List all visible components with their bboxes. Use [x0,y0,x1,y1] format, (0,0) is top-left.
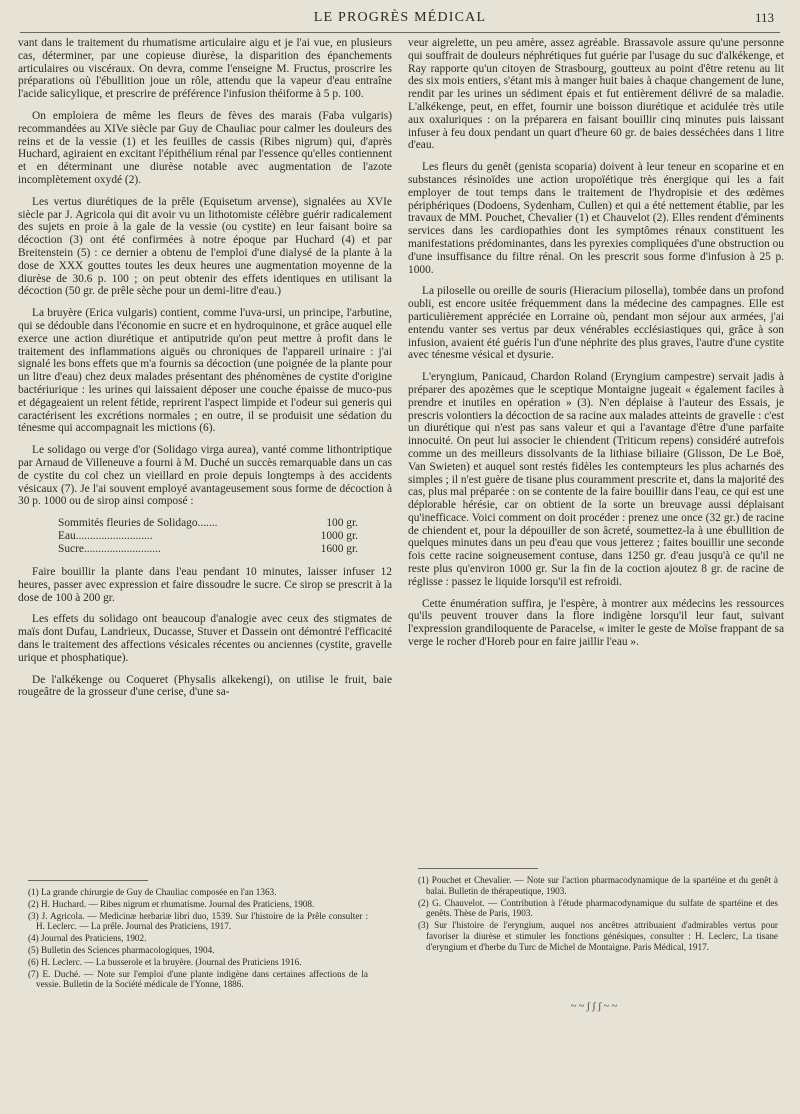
paragraph-solidago: Le solidago ou verge d'or (Solidago virga aurea), vanté comme lithontriptique par Arnaud de Villeneuve a fourni à M. Duché un succès remarquable dans un cas de cystite du col chez un vieillard en proie depuis longtemps à des accidents vésicaux (7). Je l'ai souvent employé avantageusement sous forme de décoction à 30 p. 1000 ou de sirop ainsi composé : [18,444,392,508]
footnote: (1) Pouchet et Chevalier. — Note sur l'action pharmacodynamique de la spartéine et du genêt à balai. Bulletin de thérapeutique, 1903. [418,875,778,896]
footnote: (6) H. Leclerc. — La busserole et la bruyère. (Journal des Praticiens 1916. [28,956,302,967]
footnote: (2) G. Chauvelot. — Contribution à l'étude pharmacodynamique du sulfate de spartéine et des genêts. Thèse de Paris, 1903. [418,897,778,919]
paragraph-prele: Les vertus diurétiques de la prêle (Equisetum arvense), signalées au XVIe siècle par J. Agricola qui dit avoir vu un lithotomiste célèbre guérir radicalement des sujets en proie à la gale de la vessie (ou cystite) en leur faisant boire sa décoction (3) ont été confirmées à notre époque par Huchard (4) et par Breitenstein (5) : ce dernier a obtenu de l'emploi d'une dialysé de la plante à la dose de XXX gouttes toutes les deux heures une augmentation moyenne de la diurèse de 30.6 p. 100 ; on peut obtenir des effets identiques en utilisant la décoction (50 gr. de prêle sèche pour un demi-litre d'eau.) [18,195,392,298]
footnote: (7) E. Duché. — Note sur l'emploi d'une plante indigène dans certaines affections de la vessie. Bulletin de la Société médicale de l'Yonne, 1886. [28,968,368,990]
paragraph-genet: Les fleurs du genêt (genista scoparia) doivent à leur teneur en scoparine et en substances résinoïdes une action uropoïétique très énergique qui les a fait employer de tout temps dans le traitement de l'hydropisie et des œdèmes périphériques (Dodoens, Sydenham, Cullen) et qui a été nettement établie, par les travaux de MM. Pouchet, Chevalier (1) et Chauvelot (2). Elles rendent d'éminents services dans les cardiopathies dont les symptômes rénaux constituent les manifestations prédominantes, dans les pyrexies compliquées d'une obstruction ou d'une insuffisance du filtre rénal. On les prescrit sous forme d'infusion à 25 p. 1000. [408,161,784,276]
paragraph-alkekenge: De l'alkékenge ou Coqueret (Physalis alkekengi), on utilise le fruit, baie rougeâtre de la grosseur d'une cerise, d'une sa- [18,673,392,699]
paragraph-piloselle: La piloselle ou oreille de souris (Hieracium pilosella), tombée dans un profond oubli, est encore usitée fréquemment dans la médecine des campagnes. Elle est particulièrement appréciée en Lorraine où, pendant mon séjour aux armées, j'ai entendu vanter ses vertus par deux vénérables ecclésiastiques qui, grâce à son infusion, avaient été guéris l'un d'une néphrite des plus graves, l'autre d'une cystite avec ténesme vésical et dysurie. [408,285,784,362]
journal-title: LE PROGRÈS MÉDICAL [313,10,487,25]
page-header [20,10,780,33]
recipe-row [58,530,358,543]
footnotes-left [28,887,368,991]
syrup-recipe [58,517,392,556]
footnote: (3) J. Agricola. — Medicinæ herbariæ libri duo, 1539. Sur l'histoire de la Prêle consulter : H. Leclerc. — La prêle. Journal des Praticiens, 1917. [28,910,368,932]
footnote-rule-left [28,880,148,881]
recipe-row [58,517,358,530]
end-ornament: ~~ʃʃʃ~~ [570,1000,620,1012]
footnote: (4) Journal des Praticiens, 1902. [28,933,147,944]
recipe-quantity: 1000 gr. [320,530,358,543]
page-number: 113 [754,10,774,25]
recipe-quantity: 100 gr. [326,517,358,530]
paragraph-bruyere: La bruyère (Erica vulgaris) contient, comme l'uva-ursi, un principe, l'arbutine, qui se dédouble dans l'économie en sucre et en hydroquinone, et grâce auquel elle exerce une action diurétique et antiputride qu'on peut mettre à profit dans le traitement des inflammations aiguës ou chroniques de l'appareil urinaire : j'ai signalé les bons effets que m'a fournis sa décoction (une poignée de la plante pour un litre d'eau) chez deux malades présentant des phénomènes de cystite d'origine bactériurique : les urines qui laissaient déposer une couche épaisse de muco-pus et dégageaient un relent fétide, reprirent l'aspect limpide et l'odeur sui generis qui caractérisent les excrétions normales ; en outre, il se produisit une sédation du ténesme qui accompagnait les mictions (6). [18,307,392,435]
paragraph-eryngium: L'eryngium, Panicaud, Chardon Roland (Eryngium campestre) servait jadis à préparer des apozèmes que le sceptique Montaigne jugeait « également faciles à prendre et inutiles en opération » (3). N'en déplaise à l'auteur des Essais, je prescris volontiers la décoction de sa racine aux malades atteints de gravelle : c'est un diurétique qui n'est pas sans valeur et qui a l'avantage d'être d'une parfaite innocuité. On peut lui associer le chiendent (Triticum repens) considéré autrefois comme un des meilleurs dissolvants de la lithiase biliaire (Glisson, De Le Boë, Van Swieten) et auquel sont restés fidèles les contempteurs les plus acharnés des simples ; il n'est guère de tisane plus couramment prescrite et, dans la majorité des cas, plus mal préparée : on se contente de la faire bouillir dans l'eau, ce qui est une déplorable hérésie, car on obtient de la sorte un breuvage aussi déplaisant qu'inefficace. Voici comment on doit procéder : prenez une once (32 gr.) de racine de chiendent et, pour la dépouiller de son âcreté, soumettez-la à une ébullition de quelques minutes dans un peu d'eau que vous jetterez ; faites bouillir une seconde fois cette racine soigneusement contuse, dans 1250 gr. d'eau jusqu'à ce qu'il ne reste plus qu'environ 1000 gr. Sur la fin de la coction ajoutez 8 gr. de racine de réglisse : passez le liquide lorsqu'il est refroidi. [408,371,784,588]
recipe-quantity: 1600 gr. [320,543,358,556]
recipe-row [58,543,358,556]
footnote: (1) La grande chirurgie de Guy de Chauliac composée en l'an 1363. [28,887,277,897]
recipe-ingredient: Eau........................... [58,530,153,543]
paragraph-rheumatism: vant dans le traitement du rhumatisme articulaire aigu et je l'ai vue, en plusieurs cas, déterminer, par une copieuse diurèse, la disparition des épanchements articulaires ou viscéraux. On devra, comme l'enseigne M. Fructus, proscrire les préparations où l'ébullition joue un rôle, attendu que la vapeur d'eau entraîne l'acide salicylique, et prescrire de préférence l'infusion théiforme à 5 p. 100. [18,37,392,101]
recipe-ingredient: Sommités fleuries de Solidago....... [58,517,218,530]
footnote-rule-right [418,868,538,869]
right-column [408,37,784,658]
footnote: (3) Sur l'histoire de l'eryngium, auquel nos ancêtres attribuaient d'admirables vertus pour favoriser la diurèse et stimuler les fonctions génésiques, consulter : H. Leclerc, La tisane d'eryngium et d'herbe du Turc de Michel de Montaigne. Paris Médical, 1917. [418,920,778,952]
footnote: (5) Bulletin des Sciences pharmacologiques, 1904. [28,944,215,955]
paragraph-feves-cassis: On emploiera de même les fleurs de fèves des marais (Faba vulgaris) recommandées au XIVe siècle par Guy de Chauliac pour calmer les douleurs des reins et de la vessie (1) et les feuilles de cassis (Ribes nigrum) qui, d'après Huchard, agiraient en excitant l'épithélium rénal par l'essence qu'elles contiennent et en déterminant une diurèse notable avec augmentation de l'azote incomplètement oxydé (2). [18,109,392,186]
paragraph-stigmates-mais: Les effets du solidago ont beaucoup d'analogie avec ceux des stigmates de maïs dont Dufau, Landrieux, Ducasse, Stuver et Dassein ont démontré l'efficacité dans le traitement des affections vésicales récentes ou anciennes (cystite, gravelle urique et phosphatique). [18,613,392,664]
footnote: (2) H. Huchard. — Ribes nigrum et rhumatisme. Journal des Praticiens, 1908. [28,898,315,909]
left-column [18,37,392,708]
paragraph-alkekenge-continued: veur aigrelette, un peu amère, assez agréable. Brassavole assure qu'une personne qui souffrait de douleurs néphrétiques fut guérie par l'usage du suc d'alkékenge, et Ray rapporte qu'un citoyen de Strasbourg, goutteux au point d'être retenu au lit des six mois entiers, s'étant mis à manger huit baies à chaque changement de lune, rendit par les urines un sédiment épais et fut entièrement délivré de sa maladie. L'alkékenge, peut, en effet, fournir une boisson diurétique et acidulée très utile aux oxaluriques : on la préparera en faisant bouillir cinq minutes puis laissant infuser à feu doux pendant un quart d'heure 60 gr. de baies desséchées dans 1 litre d'eau. [408,37,784,152]
recipe-ingredient: Sucre........................... [58,543,161,556]
footnotes-right [418,875,778,954]
paragraph-conclusion: Cette énumération suffira, je l'espère, à montrer aux médecins les ressources qu'ils peuvent trouver dans la flore indigène lorsqu'il leur faut, suivant l'expression grandiloquente de Paracelse, « imiter le geste de Moïse frappant de sa verge le rocher d'Horeb pour en faire jaillir l'eau ». [408,597,784,649]
paragraph-syrup-preparation: Faire bouillir la plante dans l'eau pendant 10 minutes, laisser infuser 12 heures, passer avec expression et faire dissoudre le sucre. Ce sirop se prescrit à la dose de 100 à 200 gr. [18,566,392,604]
